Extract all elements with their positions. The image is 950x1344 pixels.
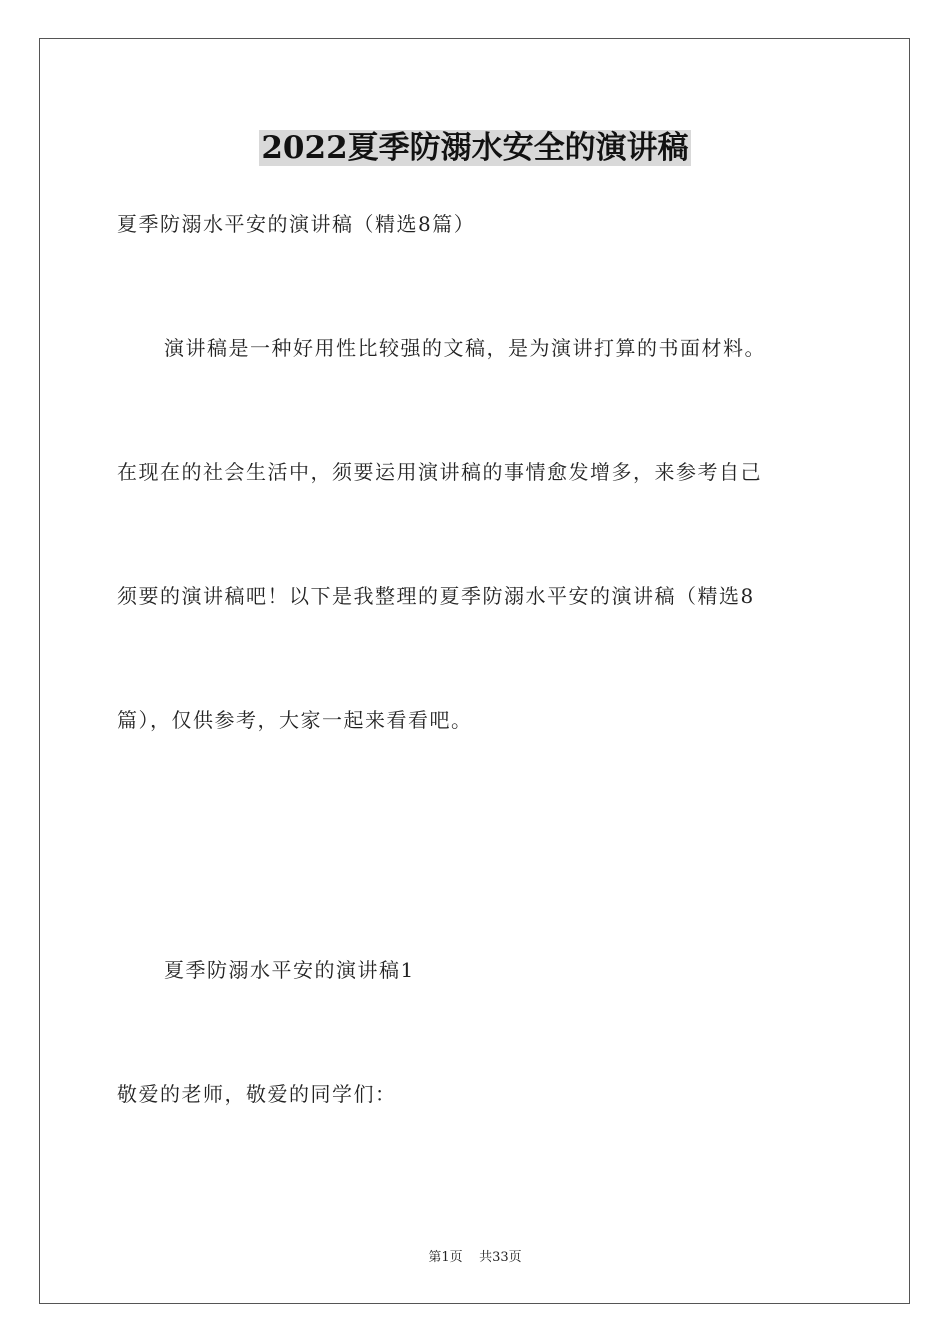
salutation: 敬爱的老师，敬爱的同学们： xyxy=(117,1082,397,1106)
page-footer xyxy=(0,1246,950,1265)
page-number: 第1页 xyxy=(428,1250,463,1265)
paragraph-line-1: 演讲稿是一种好用性比较强的文稿，是为演讲打算的书面材料。 xyxy=(164,336,766,360)
document-title: 2022夏季防溺水安全的演讲稿 xyxy=(261,130,689,166)
paragraph-line-4: 篇），仅供参考，大家一起来看看吧。 xyxy=(117,708,473,732)
page-total: 共33页 xyxy=(479,1250,522,1265)
paragraph-line-2: 在现在的社会生活中，须要运用演讲稿的事情愈发增多，来参考自己 xyxy=(117,460,762,484)
section-heading: 夏季防溺水平安的演讲稿1 xyxy=(164,958,415,982)
paragraph-line-3: 须要的演讲稿吧！以下是我整理的夏季防溺水平安的演讲稿（精选8 xyxy=(117,584,755,608)
document-subtitle: 夏季防溺水平安的演讲稿（精选8篇） xyxy=(117,212,476,236)
